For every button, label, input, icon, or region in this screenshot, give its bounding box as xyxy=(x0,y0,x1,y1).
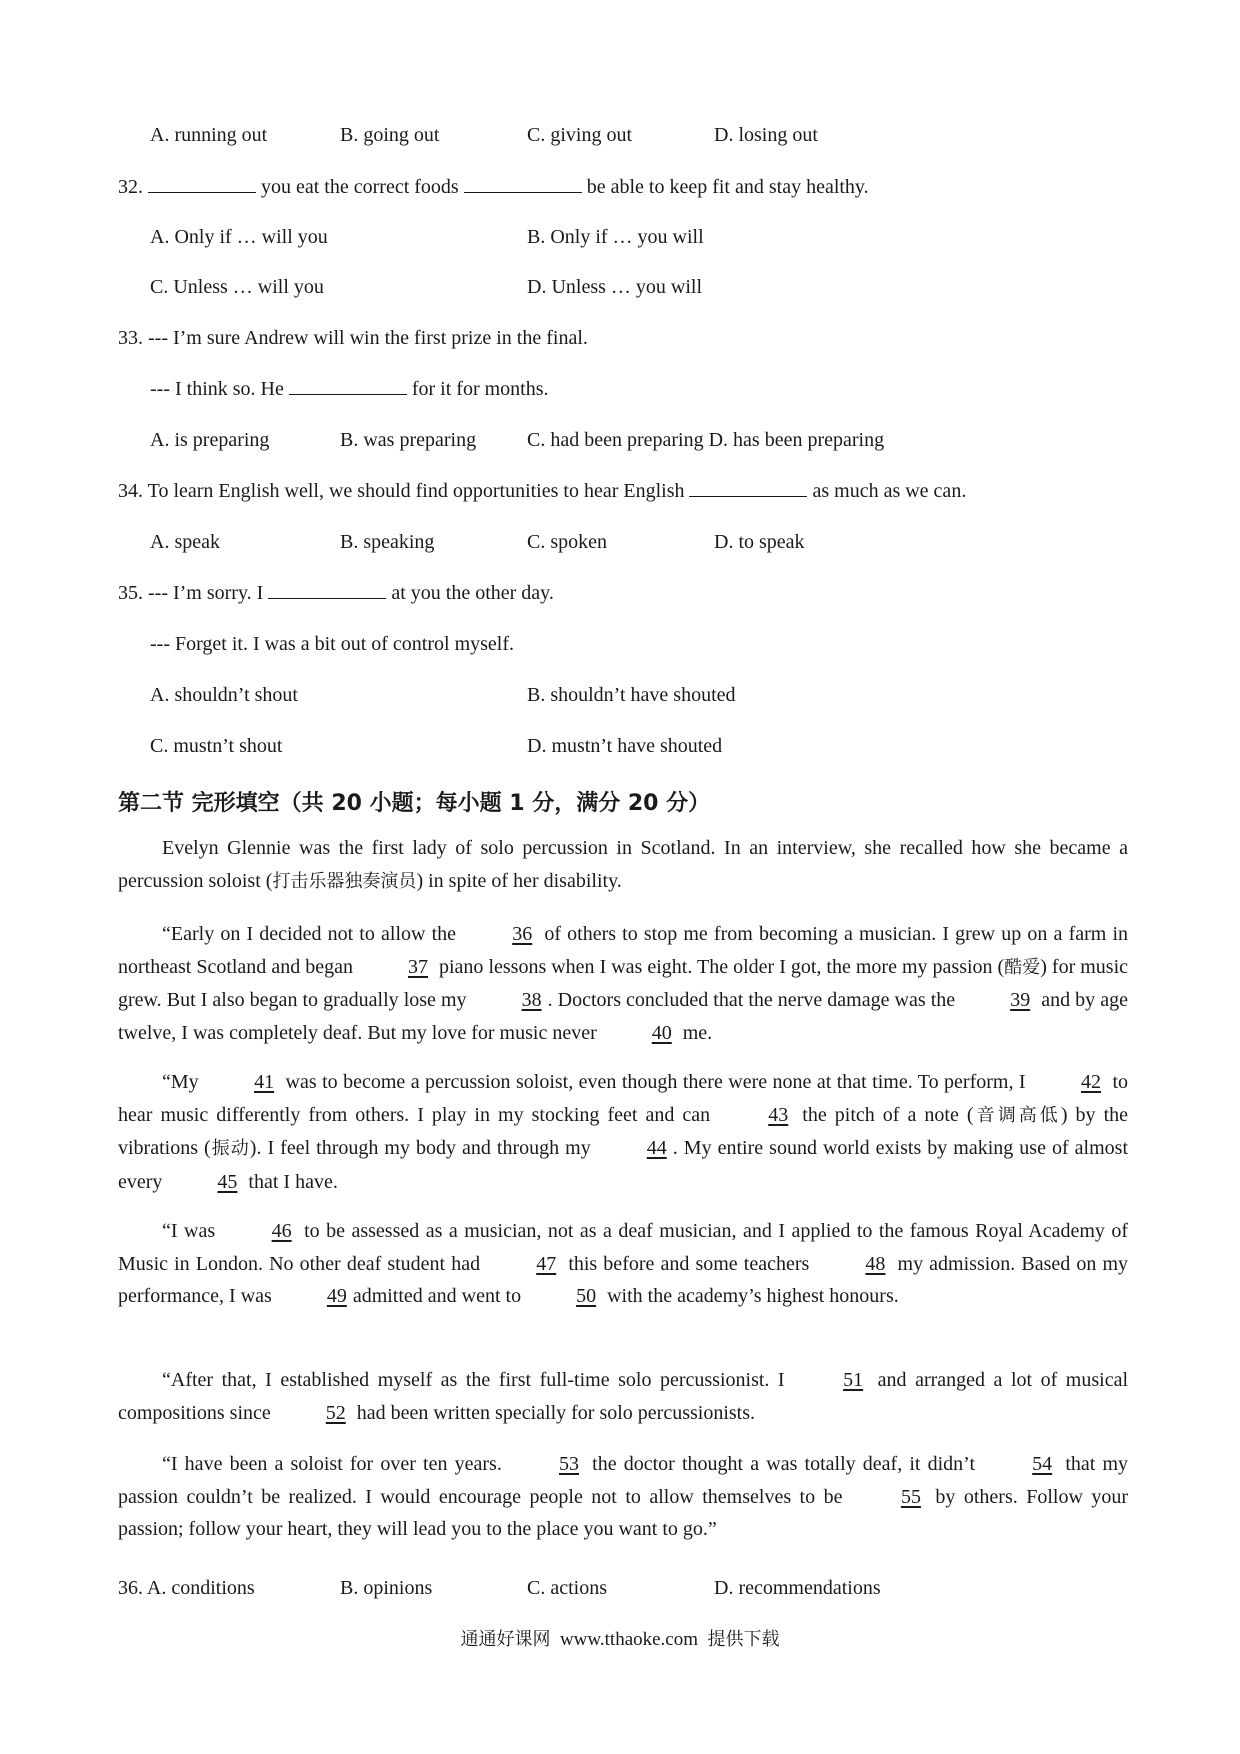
q35-option-c: C. mustn’t shout xyxy=(150,735,283,757)
p2-text-2: of others to stop me from becoming a musician. I grew up on a farm in northeast Scotland and began xyxy=(118,923,1129,978)
p2-text-1: “Early on I decided not to allow the xyxy=(162,923,457,945)
p4-text-3: this before and some teachers xyxy=(568,1252,810,1275)
q34-text-pre: 34. To learn English well, we should find opportunities to hear English xyxy=(118,480,685,502)
q34-option-d: D. to speak xyxy=(714,531,805,553)
p6-text-4: by others. Follow your passion; follow your heart, they will lead you to the place you want to go.” xyxy=(118,1485,1129,1540)
q35-stem xyxy=(118,580,554,606)
p5-text-1: “After that, I established myself as the first full-time solo percussionist. I xyxy=(162,1369,785,1391)
p2-text-5: . Doctors concluded that the nerve damage was the xyxy=(547,989,956,1011)
blank-37: 37 xyxy=(407,955,428,978)
p2-chinese-gloss: 酷爱 xyxy=(1004,956,1041,978)
q31-option-d: D. losing out xyxy=(714,124,818,146)
p4-text-5: admitted and went to xyxy=(352,1285,522,1307)
q33-line-2-post: for it for months. xyxy=(411,378,549,400)
blank-48: 48 xyxy=(865,1252,886,1275)
blank-45: 45 xyxy=(217,1170,238,1193)
p6-text-3: that my passion couldn’t be realized. I would encourage people not to allow themselves to be xyxy=(118,1453,1129,1508)
blank-38: 38 xyxy=(521,989,542,1011)
p3-text-8: that I have. xyxy=(248,1170,338,1193)
q34-text-post: as much as we can. xyxy=(812,480,967,502)
blank-53: 53 xyxy=(559,1453,579,1475)
blank-51: 51 xyxy=(843,1369,864,1391)
q32-option-d: D. Unless … you will xyxy=(527,276,702,298)
blank-54: 54 xyxy=(1032,1453,1053,1475)
p3-chinese-gloss-2: 振动 xyxy=(210,1138,250,1159)
q35-option-b: B. shouldn’t have shouted xyxy=(527,684,736,706)
q35-option-d: D. mustn’t have shouted xyxy=(527,735,723,757)
q33-option-b: B. was preparing xyxy=(340,429,477,451)
blank-36: 36 xyxy=(512,923,533,945)
q33-line-2-pre: --- I think so. He xyxy=(150,378,284,400)
section-heading: 第二节 完形填空（共 20 小题；每小题 1 分，满分 20 分） xyxy=(118,791,711,816)
p4-text-1: “I was xyxy=(162,1220,216,1242)
blank-52: 52 xyxy=(325,1401,346,1424)
blank-42: 42 xyxy=(1081,1071,1101,1093)
passage-paragraph-4 xyxy=(118,1215,1128,1313)
blank-49: 49 xyxy=(326,1285,347,1307)
q34-option-c: C. spoken xyxy=(527,531,607,553)
p6-text-1: “I have been a soloist for over ten years. xyxy=(162,1453,502,1475)
p3-text-7: . My entire sound world exists by making use of almost every xyxy=(118,1137,1129,1193)
q32-text-end: be able to keep fit and stay healthy. xyxy=(586,176,869,198)
passage-paragraph-1 xyxy=(118,832,1128,898)
blank-55: 55 xyxy=(900,1485,921,1508)
q31-option-c: C. giving out xyxy=(527,124,633,146)
p6-text-2: the doctor thought a was totally deaf, it didn’t xyxy=(592,1453,976,1475)
p4-text-4: my admission. Based on my performance, I was xyxy=(118,1252,1129,1307)
q32-option-b: B. Only if … you will xyxy=(527,226,704,248)
q32-option-a: A. Only if … will you xyxy=(150,226,328,248)
footer-download-note: 提供下载 xyxy=(707,1629,780,1650)
p1-text-1: Evelyn Glennie was the first lady of solo percussion in Scotland. In an interview, she recalled how she became a percussion soloist ( xyxy=(118,837,1128,892)
blank-47: 47 xyxy=(536,1252,557,1275)
q35-line-2: --- Forget it. I was a bit out of control myself. xyxy=(150,633,515,655)
passage-paragraph-6 xyxy=(118,1448,1128,1546)
q33-line-1: 33. --- I’m sure Andrew will win the first prize in the final. xyxy=(118,327,588,349)
q32-text-mid: you eat the correct foods xyxy=(261,176,459,198)
q33-blank xyxy=(289,376,407,395)
p2-text-3: piano lessons when I was eight. The older I got, the more my passion ( xyxy=(439,955,1005,978)
q32-blank-2 xyxy=(464,174,582,193)
q34-stem xyxy=(118,478,966,504)
passage-paragraph-2 xyxy=(118,918,1128,1049)
q36-option-b: B. opinions xyxy=(340,1577,433,1599)
p3-text-1: “My xyxy=(162,1071,199,1093)
p3-text-5: ) by the vibrations ( xyxy=(118,1103,1129,1159)
footer-url[interactable]: www.tthaoke.com xyxy=(559,1629,699,1650)
q36-option-a: 36. A. conditions xyxy=(118,1577,255,1599)
p3-text-3: to hear music differently from others. I play in my stocking feet and can xyxy=(118,1071,1128,1126)
p5-text-3: had been written specially for solo percussionists. xyxy=(356,1401,756,1424)
p3-text-4: the pitch of a note ( xyxy=(802,1103,974,1126)
q34-blank xyxy=(689,478,807,497)
p1-text-2: ) in spite of her disability. xyxy=(416,869,622,892)
q35-option-a: A. shouldn’t shout xyxy=(150,684,298,706)
p3-text-6: ). I feel through my body and through my xyxy=(249,1137,591,1159)
q35-text-pre: 35. --- I’m sorry. I xyxy=(118,582,264,604)
blank-41: 41 xyxy=(254,1071,275,1093)
passage-paragraph-5 xyxy=(118,1364,1128,1429)
p2-text-7: me. xyxy=(682,1021,713,1044)
q35-text-post: at you the other day. xyxy=(391,582,554,604)
q33-line-2 xyxy=(150,376,549,402)
q34-option-b: B. speaking xyxy=(340,531,435,553)
p3-text-2: was to become a percussion soloist, even though there were none at that time. To perform, I xyxy=(285,1071,1026,1093)
blank-40: 40 xyxy=(651,1021,672,1044)
q31-option-b: B. going out xyxy=(340,124,440,146)
q34-option-a: A. speak xyxy=(150,531,220,553)
page-footer xyxy=(0,1627,1240,1653)
p4-text-2: to be assessed as a musician, not as a deaf musician, and I applied to the famous Royal Academy of Music in London. No other deaf student had xyxy=(118,1220,1129,1275)
p5-text-2: and arranged a lot of musical compositions since xyxy=(118,1369,1128,1424)
q36-option-c: C. actions xyxy=(527,1577,607,1599)
p2-text-4: ) for music grew. But I also began to gradually lose my xyxy=(118,955,1129,1011)
q33-option-a: A. is preparing xyxy=(150,429,270,451)
p3-chinese-gloss-1: 音调高低 xyxy=(973,1104,1061,1126)
q33-option-c-d: C. had been preparing D. has been preparing xyxy=(527,429,885,451)
blank-46: 46 xyxy=(271,1220,292,1242)
blank-43: 43 xyxy=(768,1103,789,1126)
p2-text-6: and by age twelve, I was completely deaf. But my love for music never xyxy=(118,989,1128,1044)
q32-blank-1 xyxy=(148,174,256,193)
q32-number: 32. xyxy=(118,176,143,198)
passage-paragraph-3 xyxy=(118,1066,1128,1198)
q36-option-d: D. recommendations xyxy=(714,1577,881,1599)
blank-50: 50 xyxy=(576,1285,597,1307)
q35-blank xyxy=(268,580,386,599)
p1-chinese-gloss: 打击乐器独奏演员 xyxy=(272,870,417,892)
q32-stem xyxy=(118,174,869,200)
blank-39: 39 xyxy=(1010,989,1031,1011)
q31-option-a: A. running out xyxy=(150,124,268,146)
p4-text-6: with the academy’s highest honours. xyxy=(607,1285,899,1307)
q32-option-c: C. Unless … will you xyxy=(150,276,324,298)
blank-44: 44 xyxy=(646,1137,667,1159)
footer-site-name: 通通好课网 xyxy=(460,1629,551,1650)
